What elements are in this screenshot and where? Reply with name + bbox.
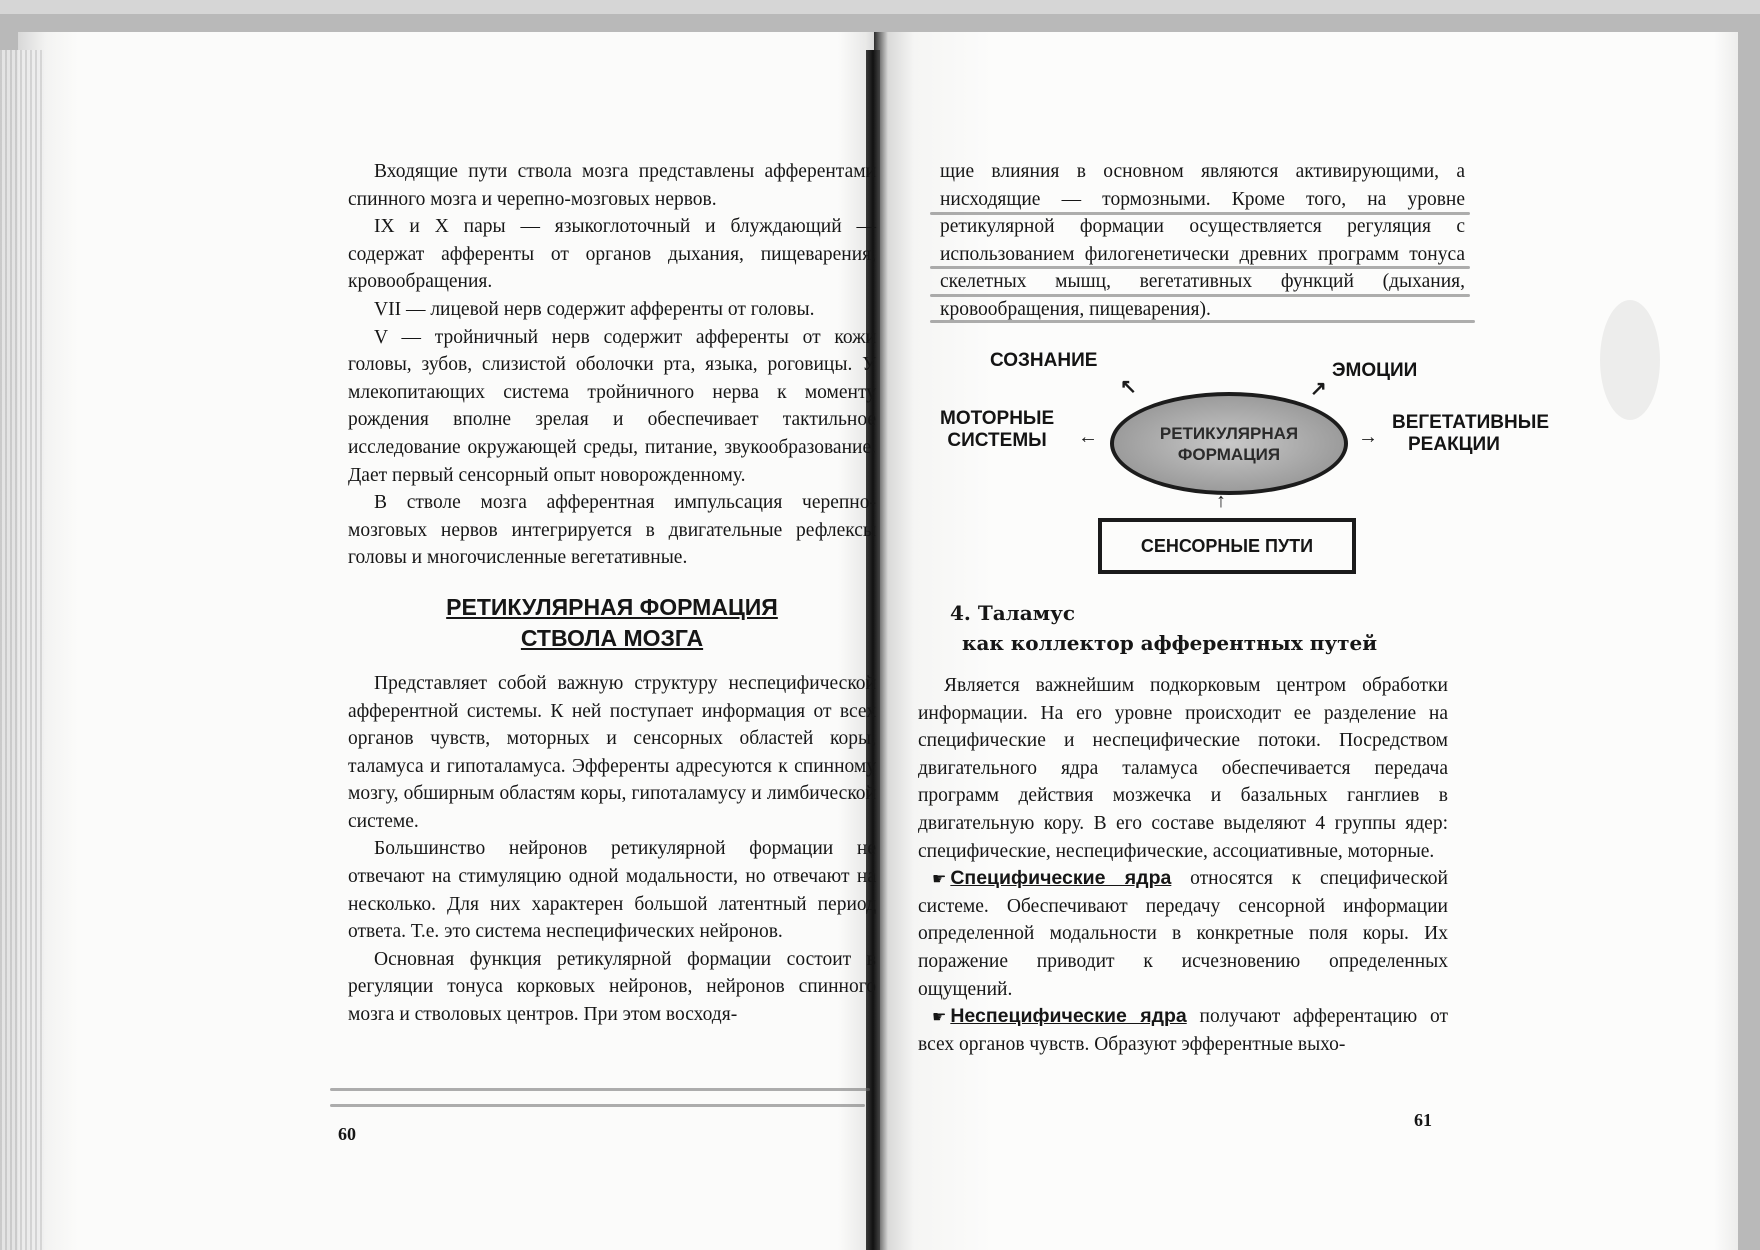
- specific-nuclei-paragraph: [918, 865, 1448, 1003]
- pencil-underline: [930, 320, 1475, 323]
- sensory-pathways-box: СЕНСОРНЫЕ ПУТИ: [1098, 518, 1356, 574]
- paragraph: Большинство нейронов ретикулярной формации не отвечают на стимуляцию одной модальности, но отвечают на несколько. Для них характерен большой латентный период ответа. Т.е. это система неспецифических нейронов.: [348, 838, 876, 943]
- pencil-underline: [930, 294, 1470, 297]
- paragraph: VII — лицевой нерв содержит афференты от головы.: [374, 298, 815, 320]
- label-motor-systems: [940, 408, 1054, 452]
- heading-line: СТВОЛА МОЗГА: [520, 624, 704, 651]
- reticular-formation-ellipse: [1110, 392, 1348, 495]
- section-title-line: 4. Таламус: [950, 601, 1076, 625]
- right-page-top-text: [940, 158, 1465, 324]
- paragraph: Представляет собой важную структуру неспецифической афферентной системы. К ней поступает информация от всех органов чувств, моторных и сенсорных областей коры, таламуса и гипоталамуса. Эфференты адресуются к спинному мозгу, обширным областям коры, гипоталамусу и лимбической системе.: [348, 672, 876, 832]
- section-heading: [348, 592, 876, 654]
- ellipse-label: [1160, 423, 1298, 465]
- label-emotions: ЭМОЦИИ: [1332, 360, 1418, 381]
- label-vegetative-reactions: [1392, 412, 1549, 456]
- label-line: РЕТИКУЛЯРНАЯ: [1159, 423, 1299, 443]
- nonspecific-nuclei-paragraph: [918, 1003, 1448, 1058]
- label-line: ФОРМАЦИЯ: [1177, 444, 1281, 464]
- scan-shadow: [1600, 300, 1660, 420]
- label-consciousness: СОЗНАНИЕ: [990, 350, 1098, 371]
- page-edges: [0, 50, 44, 1250]
- term-description: получают афферентацию от всех органов чувств. Образуют эфферентные выхо-: [918, 1006, 1448, 1055]
- paragraph: В стволе мозга афферентная импульсация черепно-мозговых нервов интегрируется в двигательные рефлексы головы и многочисленные вегетативные.: [348, 492, 876, 569]
- arrow-left-icon: ←: [1078, 426, 1098, 448]
- label-line: МОТОРНЫЕ: [940, 408, 1055, 429]
- paragraph: щие влияния в основном являются активирующими, а нисходящие — тормозными. Кроме того, на уровне ретикулярной формации осуществляется регуляция с использованием филогенетически древних программ тонуса скелетных мышц, вегетативных функций (дыхания, кровообращения, пищеварения).: [940, 161, 1465, 320]
- label-line: ВЕГЕТАТИВНЫЕ: [1392, 412, 1550, 433]
- left-page-text: [348, 158, 876, 1029]
- heading-line: РЕТИКУЛЯРНАЯ ФОРМАЦИЯ: [446, 593, 778, 620]
- paragraph: Является важнейшим подкорковым центром обработки информации. На его уровне происходит ее разделение на специфические и неспецифические потоки. Посредством двигательного ядра таламуса обеспечивается передача программ действия мозжечка и базальных ганглиев в двигательную кору. В его составе выделяют 4 группы ядер: специфические, неспецифические, ассоциативные, моторные.: [918, 675, 1448, 862]
- label-line: СИСТЕМЫ: [947, 430, 1047, 451]
- label-line: РЕАКЦИИ: [1408, 434, 1500, 455]
- arrow-up-left-icon: ↖: [1120, 376, 1137, 398]
- section-title: [950, 598, 1410, 658]
- right-page-bottom-text: [918, 672, 1448, 1058]
- page-number: 61: [1414, 1110, 1432, 1130]
- term-description: относятся к специфической системе. Обеспечивают передачу сенсорной информации определенной модальности в конкретные поля коры. Их поражение приводит к исчезновению определенных ощущений.: [918, 868, 1448, 1000]
- paragraph: Основная функция ретикулярной формации состоит в регуляции тонуса корковых нейронов, нейронов спинного мозга и стволовых центров. При этом восходя-: [348, 948, 876, 1026]
- paragraph: IX и X пары — языкоглоточный и блуждающий — содержат афференты от органов дыхания, пищеварения, кровообращения.: [348, 216, 876, 293]
- term: Неспецифические ядра: [950, 1005, 1187, 1028]
- arrow-up-icon: ↑: [1216, 490, 1226, 512]
- page-number: 60: [338, 1124, 356, 1144]
- reticular-formation-diagram: [930, 330, 1570, 580]
- pencil-underline: [330, 1104, 865, 1107]
- pencil-underline: [930, 212, 1470, 215]
- paragraph: V — тройничный нерв содержит афференты от кожи головы, зубов, слизистой оболочки рта, языка, роговицы. У млекопитающих система тройничного нерва к моменту рождения вполне зрелая и обеспечивает тактильное исследование окружающей среды, питание, звукообразование. Дает первый сенсорный опыт новорожденному.: [348, 326, 876, 486]
- paragraph: Входящие пути ствола мозга представлены афферентами спинного мозга и черепно-мозговых нервов.: [348, 161, 876, 210]
- pointing-hand-icon: ☛: [932, 1007, 947, 1027]
- open-book: [0, 10, 1760, 1240]
- section-title-line: как коллектор афферентных путей: [962, 631, 1378, 655]
- pointing-hand-icon: ☛: [932, 869, 947, 889]
- arrow-up-right-icon: ↗: [1310, 378, 1327, 400]
- arrow-right-icon: →: [1358, 426, 1378, 448]
- term: Специфические ядра: [950, 867, 1172, 890]
- pencil-underline: [930, 266, 1470, 269]
- pencil-underline: [330, 1088, 870, 1091]
